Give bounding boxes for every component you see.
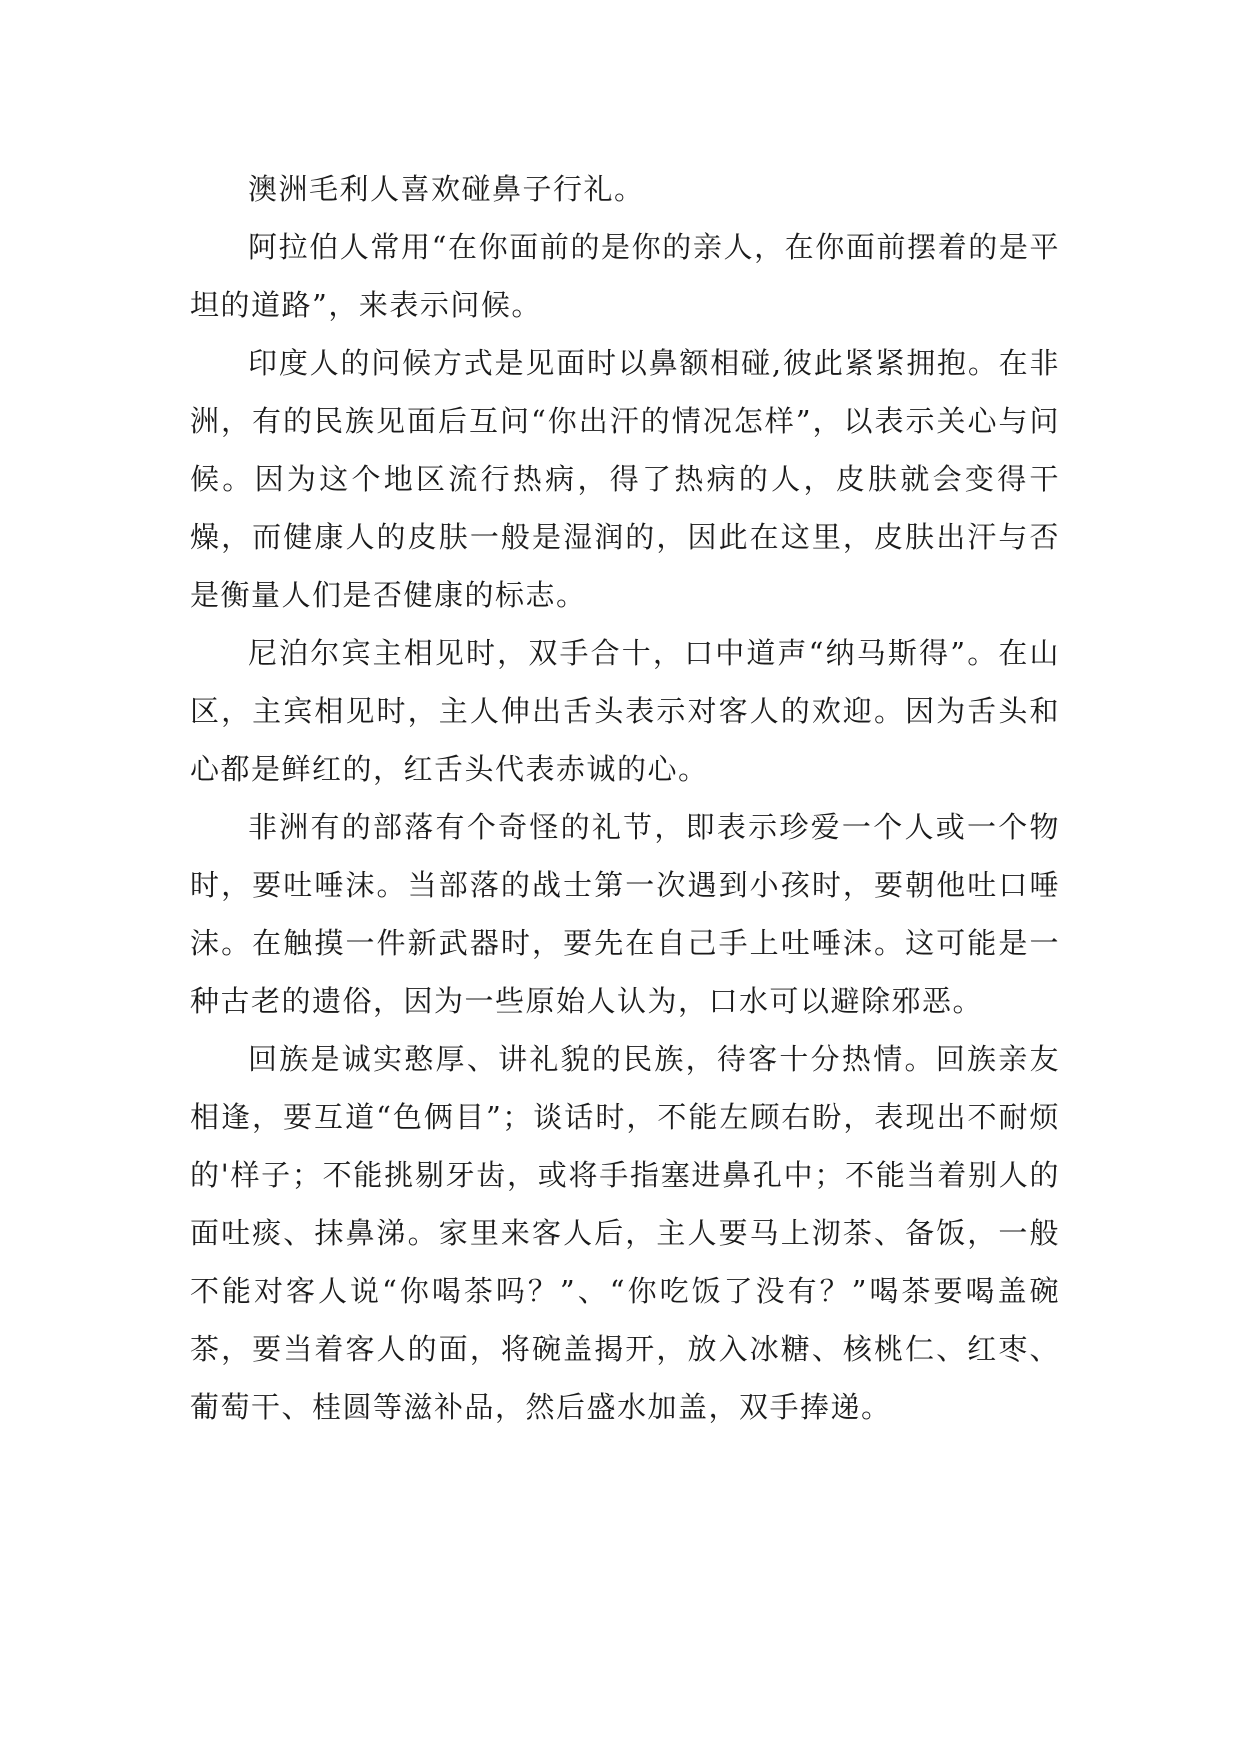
- paragraph: 阿拉伯人常用“在你面前的是你的亲人，在你面前摆着的是平坦的道路”，来表示问候。: [190, 230, 1060, 322]
- document-body: [190, 160, 1060, 1436]
- paragraph: 澳洲毛利人喜欢碰鼻子行礼。: [248, 172, 645, 206]
- paragraph: 尼泊尔宾主相见时，双手合十，口中道声“纳马斯得”。在山区，主宾相见时，主人伸出舌头表示对客人的欢迎。因为舌头和心都是鲜红的，红舌头代表赤诚的心。: [190, 636, 1060, 786]
- paragraph: 印度人的问候方式是见面时以鼻额相碰,彼此紧紧拥抱。在非洲，有的民族见面后互问“你出汗的情况怎样”，以表示关心与问候。因为这个地区流行热病，得了热病的人，皮肤就会变得干燥，而健康人的皮肤一般是湿润的，因此在这里，皮肤出汗与否是衡量人们是否健康的标志。: [190, 346, 1060, 612]
- paragraph: 回族是诚实憨厚、讲礼貌的民族，待客十分热情。回族亲友相逢，要互道“色俩目”；谈话时，不能左顾右盼，表现出不耐烦的'样子；不能挑剔牙齿，或将手指塞进鼻孔中；不能当着别人的面吐痰、抹鼻涕。家里来客人后，主人要马上沏茶、备饭，一般不能对客人说“你喝茶吗？”、“你吃饭了没有？”喝茶要喝盖碗茶，要当着客人的面，将碗盖揭开，放入冰糖、核桃仁、红枣、葡萄干、桂圆等滋补品，然后盛水加盖，双手捧递。: [190, 1042, 1060, 1424]
- paragraph: 非洲有的部落有个奇怪的礼节，即表示珍爱一个人或一个物时，要吐唾沫。当部落的战士第一次遇到小孩时，要朝他吐口唾沫。在触摸一件新武器时，要先在自己手上吐唾沫。这可能是一种古老的遗俗，因为一些原始人认为，口水可以避除邪恶。: [190, 810, 1060, 1018]
